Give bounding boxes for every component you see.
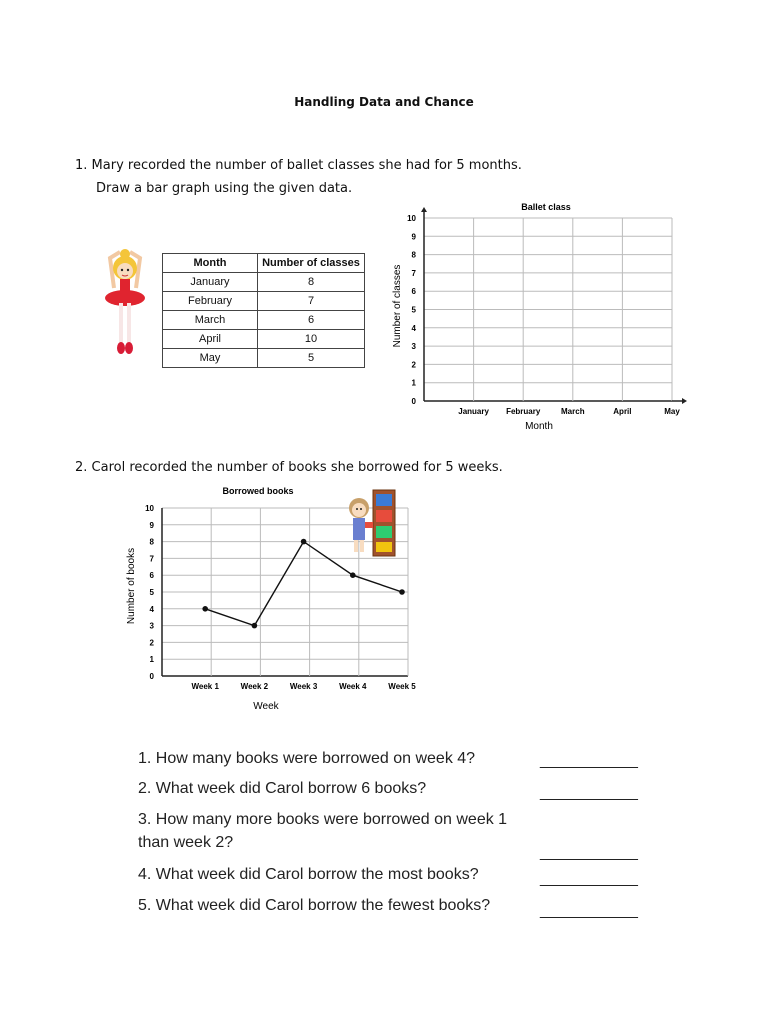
y-tick-label: 10: [407, 214, 416, 223]
x-tick-label: Week 5: [388, 682, 416, 691]
y-axis-label: Number of classes: [392, 264, 403, 348]
x-tick-label: April: [613, 407, 632, 416]
y-tick-label: 9: [411, 232, 416, 242]
y-tick-label: 0: [411, 397, 416, 406]
y-tick-label: 2: [149, 638, 154, 648]
chart-title: Borrowed books: [222, 486, 294, 496]
y-tick-label: 8: [149, 537, 154, 547]
answer-blank-3[interactable]: ___________: [540, 844, 638, 861]
table-cell-month: May: [163, 349, 258, 368]
answer-blank-1[interactable]: ___________: [540, 752, 638, 769]
answer-blank-5[interactable]: ___________: [540, 902, 638, 919]
ballet-data-table: [162, 253, 365, 368]
table-row: [163, 330, 365, 349]
y-tick-label: 4: [149, 604, 154, 614]
y-tick-label: 9: [149, 520, 154, 530]
x-tick-label: March: [561, 407, 585, 416]
data-point: [252, 623, 258, 629]
data-point: [301, 539, 307, 545]
table-cell-month: March: [163, 311, 258, 330]
y-tick-label: 7: [411, 268, 416, 278]
question-1-text: 1. Mary recorded the number of ballet classes she had for 5 months.: [75, 158, 522, 173]
y-tick-label: 3: [411, 342, 416, 352]
y-tick-label: 1: [149, 655, 154, 665]
x-tick-label: Week 2: [240, 682, 269, 691]
y-tick-label: 5: [411, 305, 416, 315]
y-tick-label: 6: [411, 287, 416, 297]
data-point: [350, 572, 356, 578]
question-item-2: 2. What week did Carol borrow 6 books?: [138, 780, 427, 797]
y-tick-label: 8: [411, 250, 416, 260]
table-cell-month: January: [163, 273, 258, 292]
y-axis-arrowhead: [421, 207, 427, 212]
page-title: Handling Data and Chance: [294, 95, 474, 109]
ballet-bar-chart: [380, 196, 690, 436]
table-row: [163, 349, 365, 368]
table-row: [163, 311, 365, 330]
y-tick-label: 7: [149, 554, 154, 564]
x-tick-label: January: [458, 407, 489, 416]
table-cell-value: 6: [258, 311, 365, 330]
question-item-1: 1. How many books were borrowed on week 4?: [138, 750, 476, 767]
y-axis-label: Number of books: [126, 547, 137, 625]
table-row: [163, 292, 365, 311]
chart-title: Ballet class: [521, 202, 571, 212]
y-tick-label: 4: [411, 323, 416, 333]
x-tick-label: Week 3: [289, 682, 318, 691]
x-axis-arrowhead: [682, 398, 687, 404]
answer-blank-2[interactable]: ___________: [540, 784, 638, 801]
question-item-3-cont: than week 2?: [138, 834, 234, 851]
table-cell-value: 10: [258, 330, 365, 349]
data-point: [399, 589, 405, 595]
x-tick-label: February: [506, 407, 541, 416]
question-2-text: 2. Carol recorded the number of books she borrowed for 5 weeks.: [75, 460, 503, 475]
table-header-month: Month: [163, 254, 258, 273]
y-tick-label: 5: [149, 588, 154, 597]
y-tick-label: 2: [411, 360, 416, 370]
question-1-instruction: Draw a bar graph using the given data.: [96, 181, 353, 196]
x-axis-label: Month: [525, 421, 553, 432]
y-tick-label: 3: [149, 621, 154, 631]
question-item-3: 3. How many more books were borrowed on week 1: [138, 811, 508, 828]
y-tick-label: 0: [149, 672, 154, 681]
y-tick-label: 1: [411, 378, 416, 388]
table-cell-value: 7: [258, 292, 365, 311]
x-tick-label: May: [664, 407, 680, 416]
y-tick-label: 10: [145, 504, 154, 513]
table-row: [163, 273, 365, 292]
table-cell-month: February: [163, 292, 258, 311]
x-axis-label: Week: [253, 701, 279, 712]
table-cell-month: April: [163, 330, 258, 349]
table-cell-value: 5: [258, 349, 365, 368]
question-item-5: 5. What week did Carol borrow the fewest books?: [138, 897, 491, 914]
ballerina-illustration: [100, 248, 150, 366]
y-tick-label: 6: [149, 571, 154, 581]
table-header-classes: Number of classes: [258, 254, 365, 273]
question-item-4: 4. What week did Carol borrow the most books?: [138, 866, 479, 883]
x-tick-label: Week 1: [191, 682, 219, 691]
girl-bookshelf-illustration: [343, 486, 397, 558]
table-cell-value: 8: [258, 273, 365, 292]
answer-blank-4[interactable]: ___________: [540, 870, 638, 887]
x-tick-label: Week 4: [339, 682, 367, 691]
data-point: [202, 606, 208, 612]
